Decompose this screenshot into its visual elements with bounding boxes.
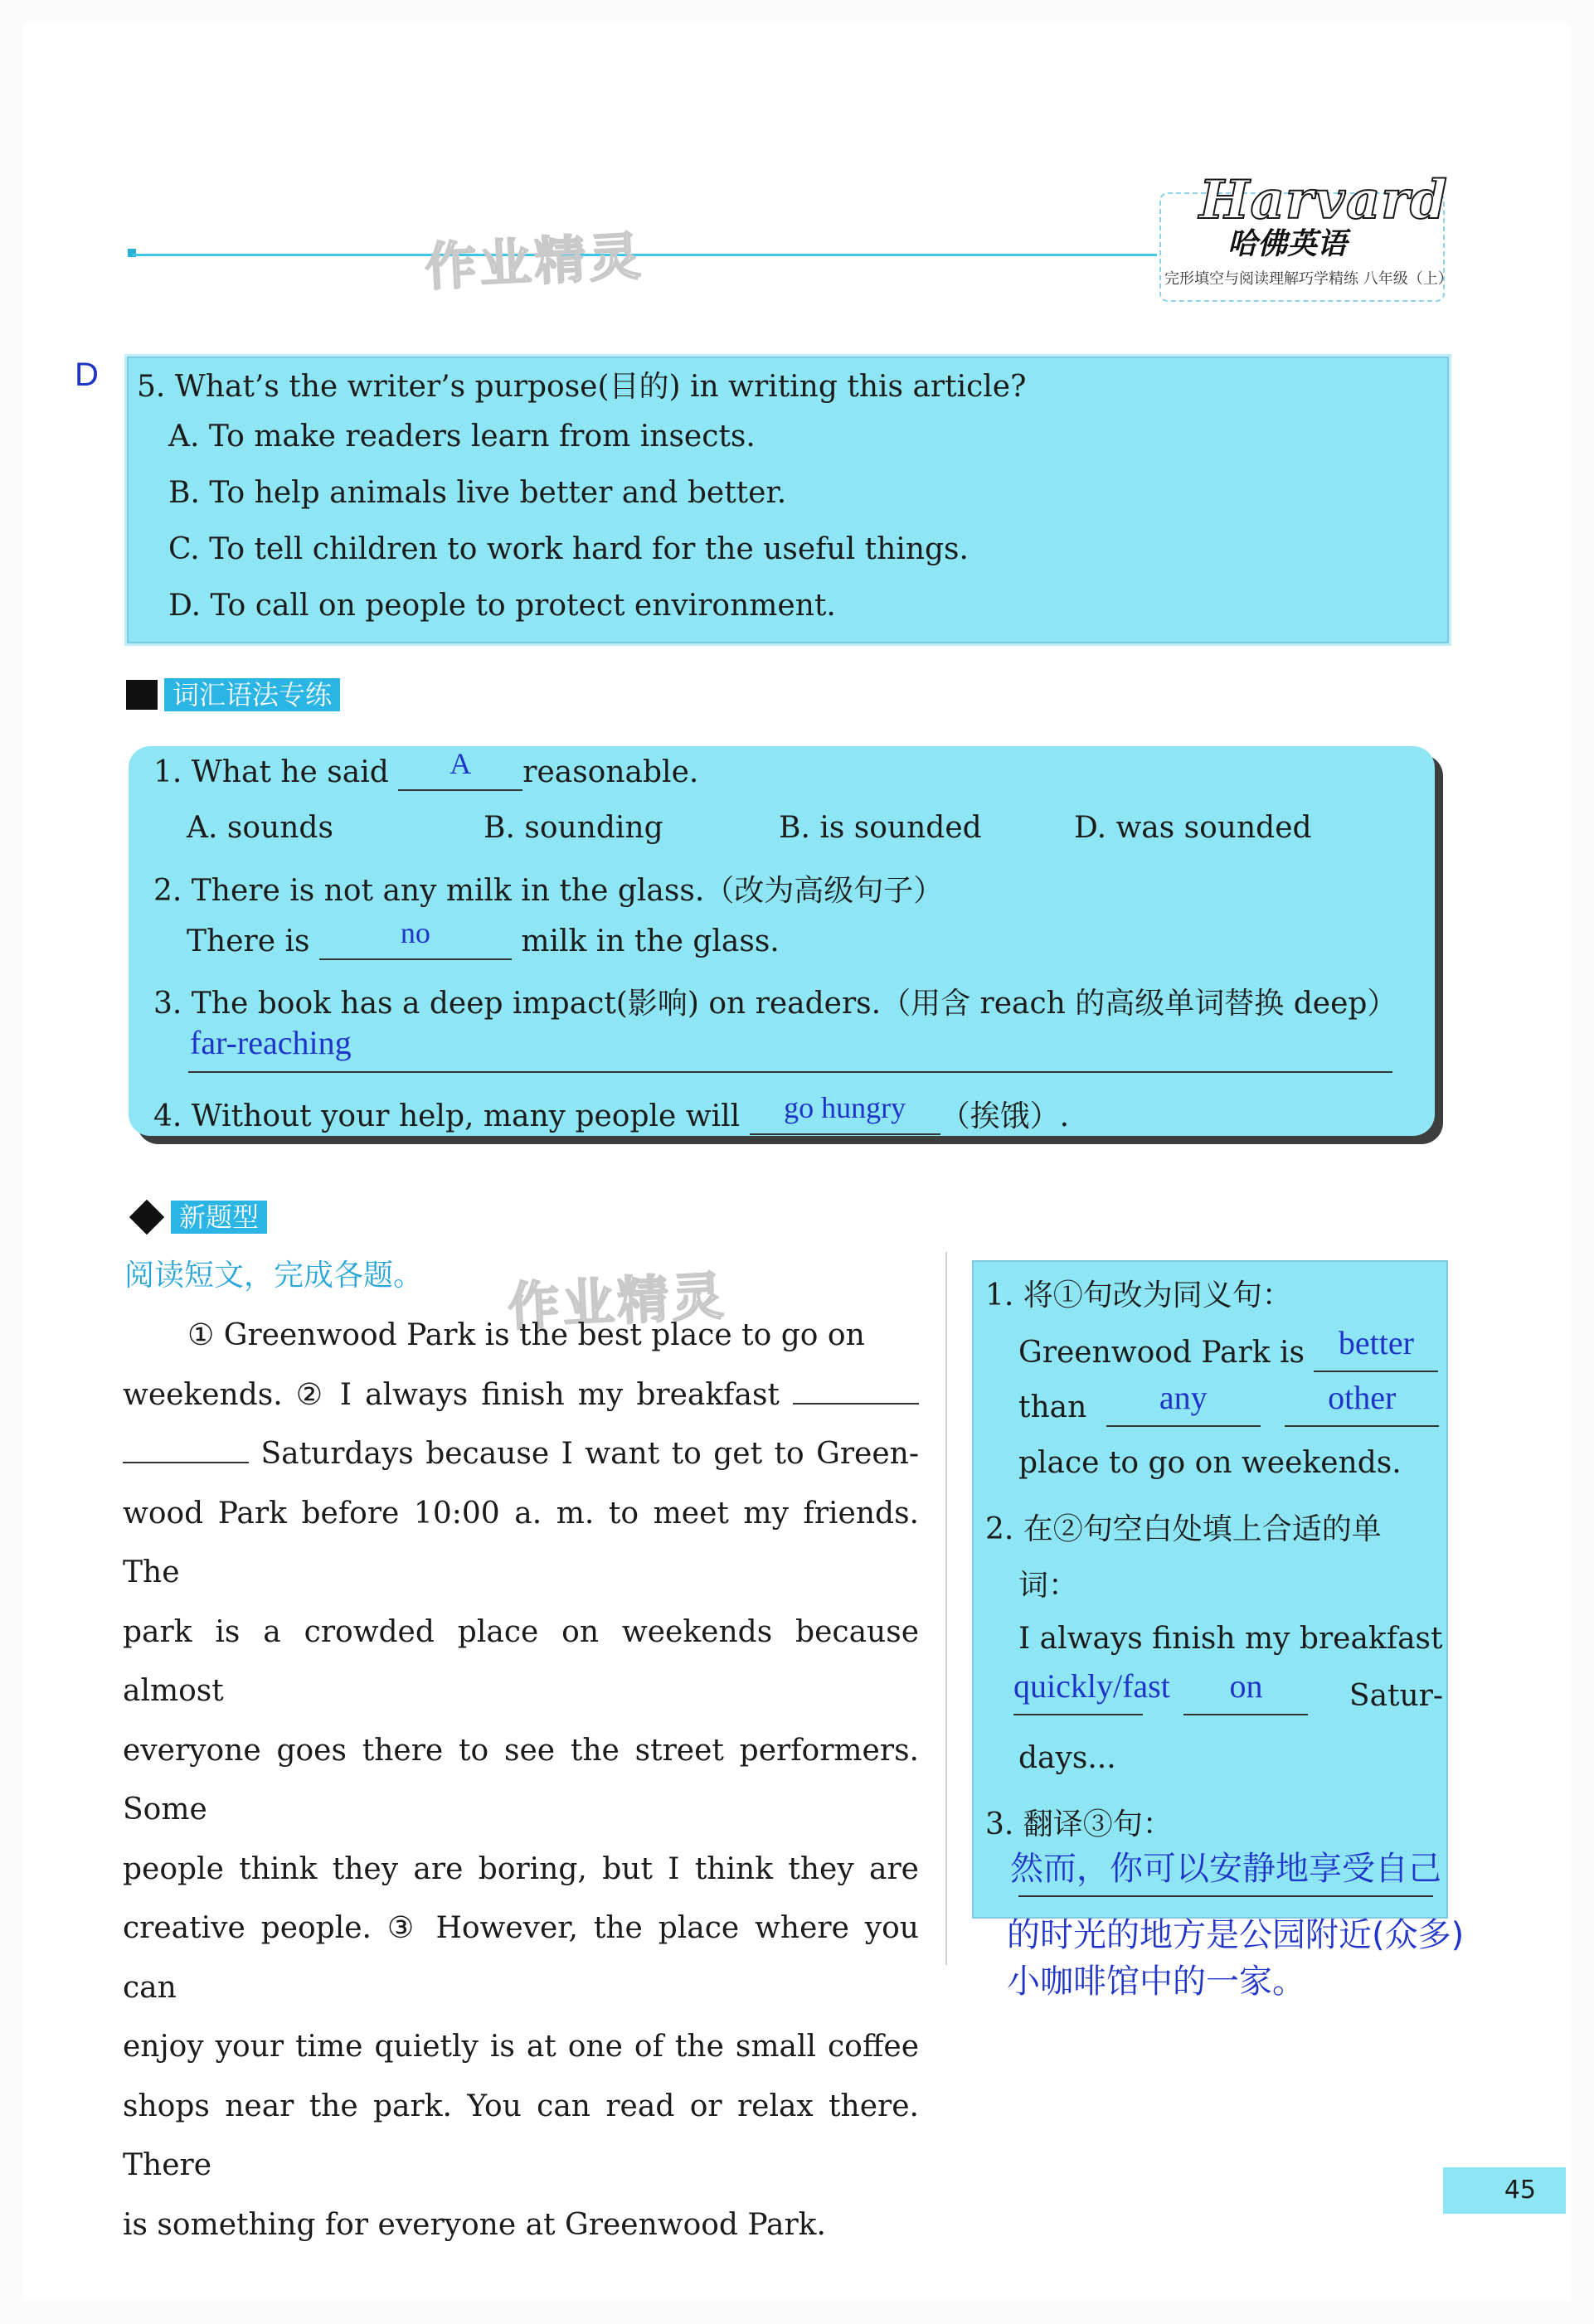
passage-text: weekends. ② I always finish my breakfast (123, 1377, 780, 1412)
header-rule (133, 254, 1157, 256)
vocab-q4 (153, 1093, 1069, 1135)
side-q2-prompt: 2. 在②句空白处填上合适的单 (985, 1512, 1382, 1546)
passage-line: wood Park before 10:00 a. m. to meet my friends. The (123, 1496, 919, 1589)
passage-line: ① Greenwood Park is the best place to go on (187, 1318, 865, 1352)
vocab-q2-fill (187, 916, 780, 960)
passage-line: shops near the park. You can read or relax there. There (123, 2089, 919, 2182)
vocab-section-title (126, 678, 340, 711)
side-q1-blank1 (1314, 1324, 1438, 1372)
side-q2-answer1: quickly/fast (1013, 1667, 1170, 1705)
vocab-exercise-box (129, 746, 1435, 1136)
watermark: 作业精灵 (506, 1265, 729, 1337)
q5-answer: D (75, 357, 99, 393)
vocab-q2-pre: There is (187, 924, 310, 958)
vocab-q3-answer: far-reaching (190, 1024, 352, 1061)
side-q2-line2 (1013, 1667, 1444, 1715)
column-divider (945, 1252, 947, 1965)
vocab-q1-opt-d: D. was sounded (1074, 811, 1312, 845)
side-q3-answer-line1: 然而，你可以安静地享受自己 (1010, 1850, 1441, 1888)
passage-blank (793, 1378, 919, 1405)
side-q1-line1 (1018, 1324, 1438, 1372)
vocab-q3-line (188, 1071, 1392, 1073)
vocab-q1-opt-c: B. is sounded (779, 811, 982, 845)
passage-line (123, 1424, 919, 1484)
side-q1-text: Greenwood Park is (1018, 1336, 1305, 1370)
q5-option-d: D. To call on people to protect environment. (168, 589, 836, 623)
side-q2-blank1 (1013, 1667, 1170, 1715)
passage-line (123, 1366, 919, 1425)
square-bullet-icon (126, 680, 158, 710)
vocab-q4-post: （挨饿）. (940, 1099, 1070, 1133)
brand-title-en: Harvard (1199, 169, 1448, 231)
vocab-q1 (153, 747, 699, 791)
side-q3-answer-line2: 的时光的地方是公园附近(众多) (1007, 1916, 1465, 1954)
vocab-q4-blank (750, 1091, 940, 1135)
q5-question: 5. What’s the writer’s purpose(目的) in writing this article? (137, 370, 1027, 404)
side-q2-prompt-cont: 词： (1018, 1569, 1079, 1603)
page-number-text: 45 (1504, 2176, 1536, 2205)
side-q3-prompt: 3. 翻译③句： (985, 1807, 1173, 1841)
brand-logo (1159, 169, 1453, 302)
brand-subtitle: 完形填空与阅读理解巧学精练 八年级（上） (1164, 270, 1453, 288)
side-q1-prompt: 1. 将①句改为同义句： (985, 1278, 1292, 1312)
side-q3-line (1018, 1895, 1433, 1897)
vocab-q1-blank (398, 747, 522, 791)
page-number (1443, 2167, 1566, 2214)
q5-option-c: C. To tell children to work hard for the useful things. (168, 532, 969, 566)
side-q1-line2 (1018, 1379, 1439, 1427)
passage-blank (123, 1437, 249, 1463)
vocab-q4-answer: go hungry (784, 1091, 906, 1124)
brand-title-cn: 哈佛英语 (1227, 227, 1348, 261)
side-q1-blank3 (1285, 1379, 1439, 1427)
vocab-q2-blank (319, 916, 512, 960)
q5-option-b: B. To help animals live better and better. (168, 476, 787, 510)
side-q3-answer-line3: 小咖啡馆中的一家。 (1007, 1963, 1305, 2001)
vocab-q1-answer: A (450, 747, 472, 780)
passage-line: creative people. ③ However, the place where you can (123, 1911, 919, 2005)
vocab-q4-pre: 4. Without your help, many people will (153, 1099, 741, 1133)
reading-question-box (127, 357, 1449, 643)
vocab-q2-post: milk in the glass. (521, 924, 780, 958)
q5-option-a: A. To make readers learn from insects. (168, 420, 756, 454)
side-q1-answer3: other (1328, 1379, 1397, 1416)
side-q2-line1: I always finish my breakfast (1018, 1622, 1443, 1656)
passage-line: is something for everyone at Greenwood Park. (123, 2207, 826, 2242)
new-type-section-label: 新题型 (171, 1201, 267, 1234)
side-q1-answer2: any (1159, 1379, 1208, 1416)
side-q1-line3: place to go on weekends. (1018, 1446, 1402, 1480)
watermark: 作业精灵 (423, 226, 646, 298)
vocab-q3-prompt: 3. The book has a deep impact(影响) on readers.（用含 reach 的高级单词替换 deep） (153, 987, 1397, 1021)
side-q1-answer1: better (1338, 1324, 1414, 1361)
vocab-q1-opt-b: B. sounding (484, 811, 663, 845)
passage-line: everyone goes there to see the street performers. Some (123, 1733, 919, 1827)
vocab-q1-opt-a: A. sounds (187, 811, 333, 845)
side-q1-than: than (1018, 1390, 1087, 1424)
vocab-q1-post: reasonable. (522, 755, 699, 789)
passage-text: Saturdays because I want to get to Green- (260, 1437, 919, 1471)
passage-line: people think they are boring, but I think they are (123, 1851, 919, 1886)
side-q2-satur: Satur- (1349, 1679, 1444, 1713)
reading-instruction: 阅读短文，完成各题。 (124, 1259, 424, 1293)
vocab-q2-prompt: 2. There is not any milk in the glass.（改为高级句子） (153, 874, 944, 908)
vocab-section-label: 词汇语法专练 (164, 678, 340, 711)
passage-line: enjoy your time quietly is at one of the small coffee (123, 2030, 919, 2064)
vocab-q1-pre: 1. What he said (153, 755, 389, 789)
side-question-box (972, 1260, 1448, 1919)
side-q2-answer2: on (1229, 1667, 1263, 1705)
side-q2-line3: days... (1018, 1741, 1116, 1775)
new-type-section-title (126, 1201, 267, 1234)
diamond-bullet-icon (129, 1200, 164, 1235)
side-q1-blank2 (1106, 1379, 1261, 1427)
side-q2-blank2 (1183, 1667, 1308, 1715)
reading-passage (123, 1306, 919, 2254)
vocab-q2-answer: no (400, 916, 430, 949)
passage-line: park is a crowded place on weekends because almost (123, 1614, 919, 1708)
